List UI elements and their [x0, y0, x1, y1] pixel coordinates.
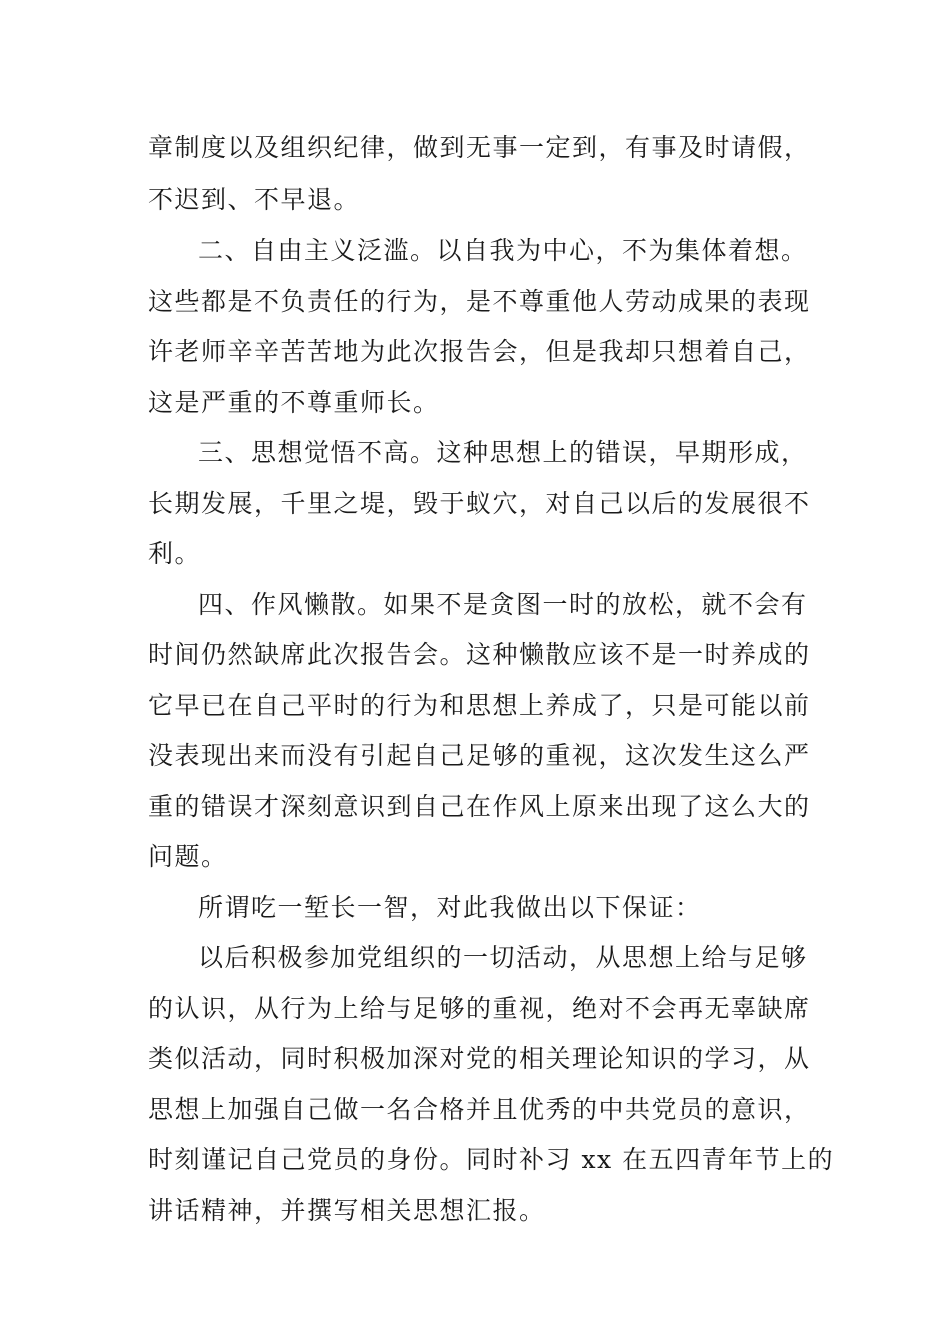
text-line: 的认识，从行为上给与足够的重视，绝对不会再无辜缺席 — [148, 994, 811, 1023]
text-line: 许老师辛辛苦苦地为此次报告会，但是我却只想着自己， — [148, 337, 811, 366]
text-line: 不迟到、不早退。 — [148, 185, 361, 214]
text-line: 时刻谨记自己党员的身份。同时补习 xx 在五四青年节上的 — [148, 1145, 835, 1174]
text-line: 它早已在自己平时的行为和思想上养成了，只是可能以前 — [148, 691, 811, 720]
text-line: 这是严重的不尊重师长。 — [148, 388, 440, 417]
text-line: 讲话精神，并撰写相关思想汇报。 — [148, 1196, 546, 1225]
text-line: 这些都是不负责任的行为，是不尊重他人劳动成果的表现 — [148, 287, 811, 316]
text-line: 所谓吃一堑长一智，对此我做出以下保证： — [198, 893, 702, 922]
text-line: 利。 — [148, 539, 202, 568]
text-line: 二、自由主义泛滥。以自我为中心，不为集体着想。 — [198, 236, 808, 265]
text-line: 思想上加强自己做一名合格并且优秀的中共党员的意识， — [148, 1095, 811, 1124]
text-line: 以后积极参加党组织的一切活动，从思想上给与足够 — [198, 943, 808, 972]
text-line: 章制度以及组织纪律，做到无事一定到，有事及时请假， — [148, 133, 811, 162]
text-line: 时间仍然缺席此次报告会。这种懒散应该不是一时养成的 — [148, 640, 811, 669]
text-line: 重的错误才深刻意识到自己在作风上原来出现了这么大的 — [148, 792, 811, 821]
text-line: 问题。 — [148, 842, 228, 871]
text-line: 没表现出来而没有引起自己足够的重视，这次发生这么严 — [148, 741, 811, 770]
text-line: 长期发展，千里之堤，毁于蚁穴，对自己以后的发展很不 — [148, 489, 811, 518]
text-line: 四、作风懒散。如果不是贪图一时的放松，就不会有 — [198, 590, 808, 619]
text-line: 三、思想觉悟不高。这种思想上的错误，早期形成， — [198, 438, 808, 467]
text-line: 类似活动，同时积极加深对党的相关理论知识的学习，从 — [148, 1044, 811, 1073]
